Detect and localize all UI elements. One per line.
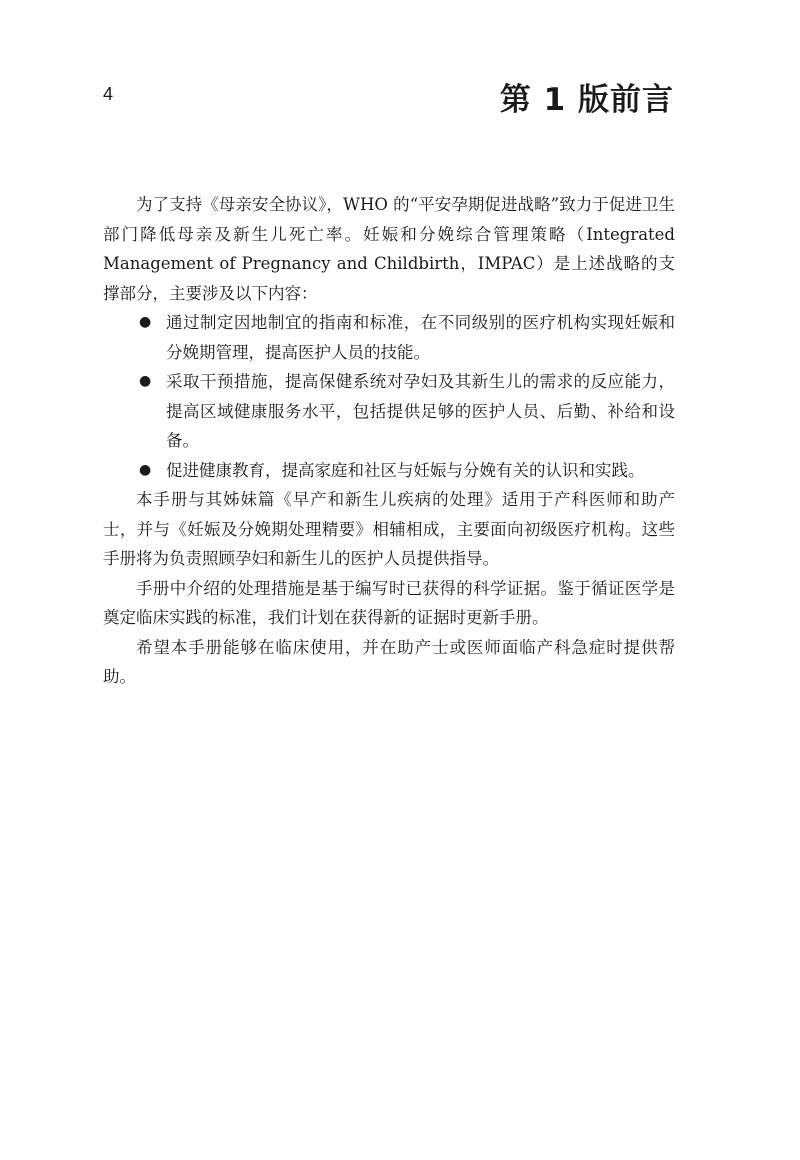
- bullet-icon: ●: [139, 461, 152, 478]
- intro-paragraph: 为了支持《母亲安全协议》，WHO 的“平安孕期促进战略”致力于促进卫生部门降低母亲及新生儿死亡率。妊娠和分娩综合管理策略（Integrated Management of Pregnancy and Childbirth，IMPAC）是上述战略的支撑部分，主要涉及以下内容：: [103, 195, 675, 303]
- body-paragraph: 手册中介绍的处理措施是基于编写时已获得的科学证据。鉴于循证医学是奠定临床实践的标准，我们计划在获得新的证据时更新手册。: [103, 578, 675, 627]
- list-item: [103, 367, 675, 456]
- bullet-icon: ●: [139, 314, 152, 330]
- list-item-text: 通过制定因地制宜的指南和标准，在不同级别的医疗机构实现妊娠和分娩期管理，提高医护人员的技能。: [166, 313, 675, 362]
- bullet-icon: ●: [139, 373, 152, 389]
- list-item-text: 促进健康教育，提高家庭和社区与妊娠与分娩有关的认识和实践。: [166, 460, 645, 480]
- bullet-list: [103, 308, 675, 485]
- page-number: 4: [103, 84, 114, 104]
- list-item-text: 采取干预措施，提高保健系统对孕妇及其新生儿的需求的反应能力，提高区域健康服务水平，包括提供足够的医护人员、后勤、补给和设备。: [166, 372, 675, 450]
- body-paragraph: 希望本手册能够在临床使用，并在助产士或医师面临产科急症时提供帮助。: [103, 637, 675, 686]
- body-paragraph: 本手册与其姊妹篇《早产和新生儿疾病的处理》适用于产科医师和助产士，并与《妊娠及分娩期处理精要》相辅相成，主要面向初级医疗机构。这些手册将为负责照顾孕妇和新生儿的医护人员提供指导。: [103, 490, 675, 568]
- list-item: [103, 308, 675, 367]
- list-item: [103, 456, 675, 486]
- preface-body: [103, 190, 675, 692]
- page-title: 第 1 版前言: [499, 82, 674, 118]
